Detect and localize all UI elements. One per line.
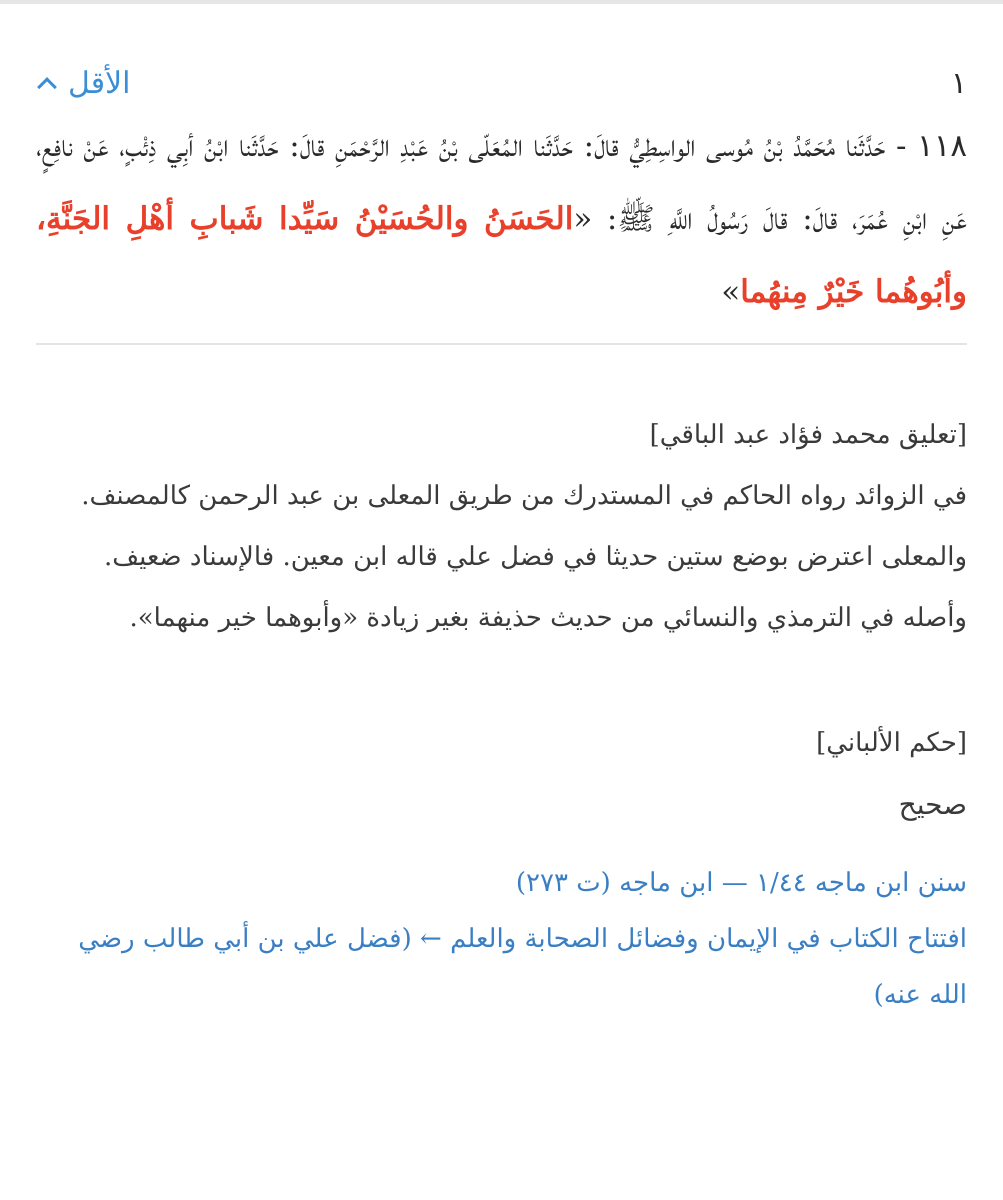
show-less-label: الأقل	[68, 65, 131, 101]
hadith-text	[36, 110, 967, 329]
hukm-grade: صحيح	[898, 788, 967, 821]
hadith-header	[36, 60, 967, 106]
hadith-matn: الحَسَنُ والحُسَيْنُ سَيِّدا شَبابِ أهْلِ الجَنَّةِ، وأبُوهُما خَيْرٌ مِنهُما	[36, 201, 967, 310]
hukm-title: [حكم الألباني]	[816, 728, 967, 758]
source-book-link[interactable]: سنن ابن ماجه ١/٤٤ — ابن ماجه (ت ٢٧٣)	[515, 868, 967, 898]
show-less-toggle[interactable]	[36, 66, 131, 101]
source-chapter-link[interactable]: افتتاح الكتاب في الإيمان وفضائل الصحابة والعلم ← (فضل علي بن أبي طالب رضي الله عنه)	[78, 924, 967, 1010]
hukm-section	[36, 713, 967, 835]
top-rule	[0, 0, 1003, 4]
taliq-title: [تعليق محمد فؤاد عبد الباقي]	[649, 420, 967, 450]
taliq-section	[36, 405, 967, 649]
hadith-number: ١	[950, 65, 967, 101]
section-divider	[36, 343, 967, 345]
chevron-up-icon	[37, 77, 57, 97]
hadith-page	[36, 60, 967, 1023]
source-reference	[36, 855, 967, 1023]
hadith-close-quote: »	[721, 274, 741, 310]
hadith-isnad: ١١٨ - حَدَّثَنا مُحَمَّدُ بْنُ مُوسى الواسِطِيُّ قالَ: حَدَّثَنا المُعَلّى بْنُ عَبْدِ الرَّحْمَنِ قالَ: حَدَّثَنا ابْنُ أبِي ذِئْبٍ، عَنْ نافِعٍ، عَنِ ابْنِ عُمَرَ، قالَ: قالَ رَسُولُ اللَّهِ ﷺ: «	[36, 128, 967, 237]
taliq-text: في الزوائد رواه الحاكم في المستدرك من طريق المعلى بن عبد الرحمن كالمصنف. والمعلى اعترض بوضع ستين حديثا في فضل علي قاله ابن معين. فالإسناد ضعيف. وأصله في الترمذي والنسائي من حديث حذيفة بغير زيادة «وأبوهما خير منهما».	[81, 481, 967, 633]
